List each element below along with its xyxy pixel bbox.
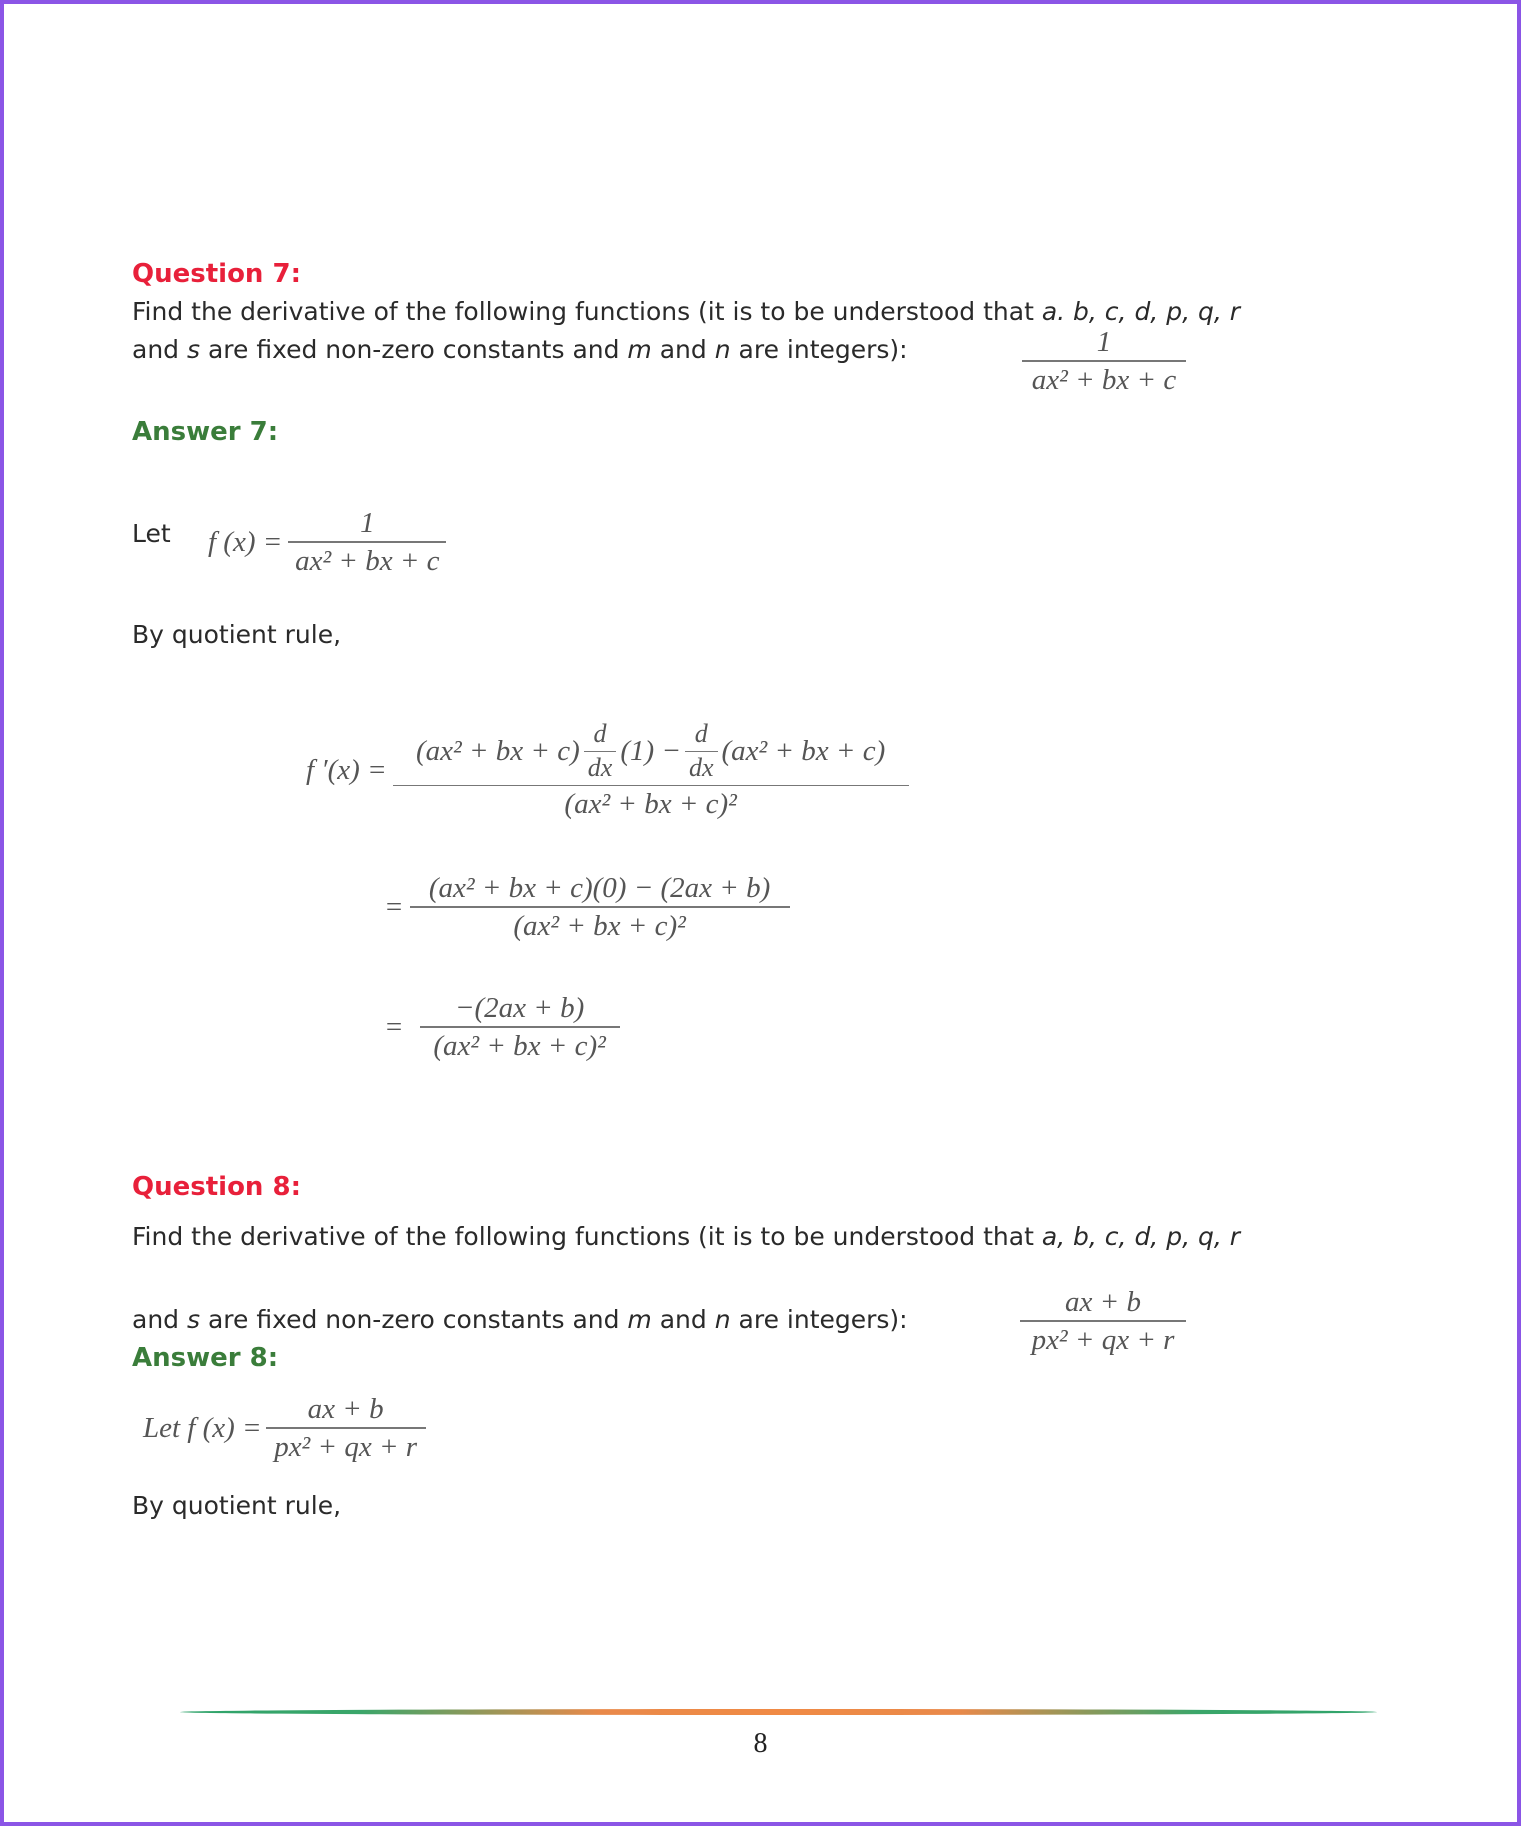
variables: a, b, c, d, p, q, r <box>1041 1222 1241 1251</box>
numerator: 1 <box>1096 326 1112 358</box>
var-m: m <box>627 335 652 364</box>
denominator: (ax² + bx + c)² <box>513 909 686 942</box>
denominator: px² + qx + r <box>274 1430 418 1463</box>
denominator: px² + qx + r <box>1031 1323 1175 1356</box>
denominator: (ax² + bx + c)² <box>433 1029 606 1062</box>
text: and <box>651 335 715 364</box>
term: (1) − <box>620 735 681 768</box>
answer-7-let-equation <box>208 505 446 579</box>
text: are integers): <box>730 335 908 364</box>
text: are integers): <box>730 1305 908 1334</box>
numerator: 1 <box>360 507 375 539</box>
numerator: −(2ax + b) <box>454 992 585 1024</box>
footer-divider <box>180 1709 1377 1715</box>
step-3 <box>384 990 620 1064</box>
dx: dx <box>688 753 714 782</box>
denominator: ax² + bx + c <box>1031 363 1177 396</box>
answer-7-heading: Answer 7: <box>132 417 279 447</box>
numerator: ax + b <box>1065 1286 1141 1318</box>
d: d <box>694 719 708 748</box>
term: (ax² + bx + c) <box>721 735 886 768</box>
term: (ax² + bx + c) <box>416 735 580 768</box>
text: and <box>132 1305 187 1334</box>
var-m: m <box>627 1305 652 1334</box>
var-s: s <box>186 1305 201 1334</box>
question-7-text-line2 <box>132 335 908 364</box>
var-n: n <box>714 1305 731 1334</box>
step-2 <box>384 870 790 944</box>
text: are fixed non-zero constants and <box>200 1305 628 1334</box>
by-quotient-rule-8: By quotient rule, <box>132 1491 342 1520</box>
equals: = <box>384 890 404 923</box>
dx: dx <box>587 753 613 782</box>
text: Find the derivative of the following functions (it is to be understood that <box>132 297 1042 326</box>
variables: a. b, c, d, p, q, r <box>1041 297 1241 326</box>
denominator: (ax² + bx + c)² <box>564 788 737 820</box>
derivative-lhs: f ′(x) = <box>306 753 387 786</box>
question-8-expression <box>1020 1284 1186 1358</box>
page-number: 8 <box>753 1728 768 1759</box>
function-lhs: f (x) = <box>208 525 283 558</box>
answer-8-heading: Answer 8: <box>132 1343 279 1373</box>
let-label: Let <box>132 519 171 548</box>
numerator <box>412 718 889 785</box>
d: d <box>593 719 607 748</box>
answer-8-let-equation <box>143 1391 426 1465</box>
question-7-text-line1 <box>132 297 1240 326</box>
question-8-text-line2 <box>132 1305 908 1334</box>
function-lhs: Let f (x) = <box>143 1411 262 1444</box>
question-8-heading: Question 8: <box>132 1172 301 1202</box>
text: and <box>651 1305 715 1334</box>
var-s: s <box>186 335 201 364</box>
step-1 <box>306 718 909 822</box>
denominator: ax² + bx + c <box>295 544 440 577</box>
numerator: ax + b <box>307 1393 384 1425</box>
by-quotient-rule-7: By quotient rule, <box>132 620 342 649</box>
equals: = <box>384 1010 404 1043</box>
question-8-text-line1 <box>132 1222 1240 1251</box>
question-7-expression <box>1022 324 1186 398</box>
text: are fixed non-zero constants and <box>200 335 628 364</box>
text: Find the derivative of the following functions (it is to be understood that <box>132 1222 1042 1251</box>
var-n: n <box>714 335 731 364</box>
question-7-heading: Question 7: <box>132 259 301 289</box>
text: and <box>132 335 187 364</box>
numerator: (ax² + bx + c)(0) − (2ax + b) <box>428 872 771 904</box>
